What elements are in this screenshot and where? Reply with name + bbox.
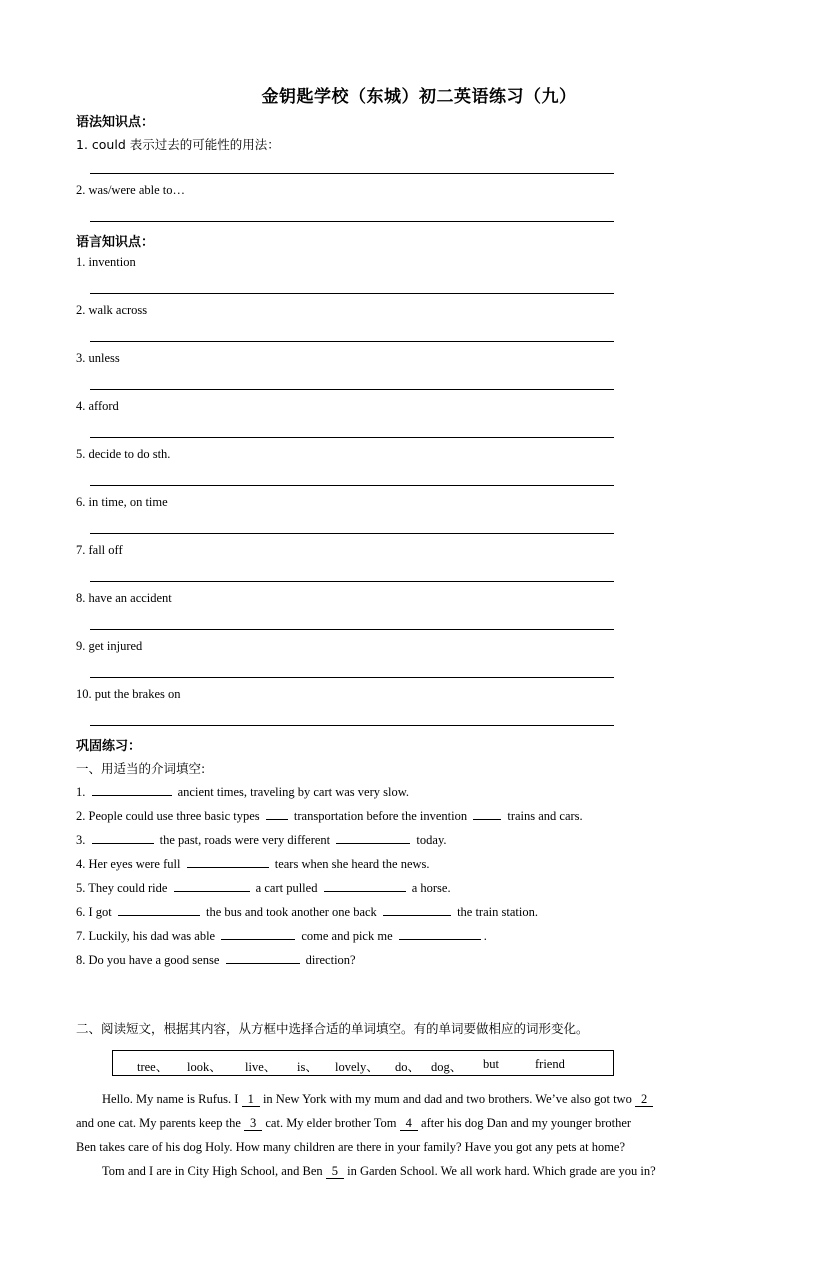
- exercise-q3: [76, 831, 447, 848]
- fill-blank[interactable]: [226, 951, 300, 964]
- q-text: 5. They could ride: [76, 881, 168, 895]
- passage-blank[interactable]: 2: [635, 1093, 653, 1107]
- grammar-heading: 语法知识点：: [76, 115, 155, 130]
- passage-line: [76, 1159, 766, 1183]
- language-item-10: 10. put the brakes on: [76, 687, 181, 701]
- answer-line: [90, 629, 614, 630]
- fill-blank[interactable]: [92, 831, 154, 844]
- language-item-4: 4. afford: [76, 399, 119, 413]
- q-text: direction?: [305, 953, 356, 967]
- word-bank-item: do、: [395, 1060, 421, 1074]
- q-text: trains and cars.: [507, 809, 583, 823]
- q-text: 3.: [76, 833, 86, 847]
- word-bank-item: dog、: [431, 1060, 463, 1074]
- passage-blank[interactable]: 3: [244, 1117, 262, 1131]
- exercise-q8: [76, 951, 356, 968]
- q-text: 2. People could use three basic types: [76, 809, 260, 823]
- grammar-item-1: 1. could 表示过去的可能性的用法：: [76, 137, 280, 152]
- language-item-6: 6. in time, on time: [76, 495, 168, 509]
- fill-blank[interactable]: [221, 927, 295, 940]
- language-item-8: 8. have an accident: [76, 591, 172, 605]
- answer-line: [90, 485, 614, 486]
- passage-text: Tom and I are in City High School, and Ben: [102, 1164, 323, 1178]
- fill-blank[interactable]: [187, 855, 269, 868]
- fill-blank[interactable]: [174, 879, 250, 892]
- word-bank-item: look、: [187, 1060, 222, 1074]
- passage-line: [76, 1111, 766, 1135]
- exercise-q1: [76, 783, 409, 800]
- word-bank-item: lovely、: [335, 1060, 379, 1074]
- section1-title: 一、用适当的介词填空:: [76, 761, 206, 776]
- answer-line: [90, 221, 614, 222]
- answer-line: [90, 341, 614, 342]
- word-bank-item: friend: [535, 1057, 565, 1071]
- exercise-q7: [76, 927, 487, 944]
- fill-blank[interactable]: [266, 807, 288, 820]
- grammar-item-2: 2. was/were able to…: [76, 183, 185, 197]
- passage-blank[interactable]: 5: [326, 1165, 344, 1179]
- word-bank-box: [112, 1050, 614, 1076]
- q-text: today.: [416, 833, 447, 847]
- answer-line: [90, 293, 614, 294]
- passage-text: in Garden School. We all work hard. Which grade are you in?: [347, 1164, 656, 1178]
- practice-heading: 巩固练习：: [76, 739, 142, 754]
- exercise-q6: [76, 903, 538, 920]
- section2-title: 二、阅读短文，根据其内容，从方框中选择合适的单词填空。有的单词要做相应的词形变化。: [76, 1021, 589, 1036]
- passage-blank[interactable]: 4: [400, 1117, 418, 1131]
- q-text: transportation before the invention: [293, 809, 468, 823]
- language-item-7: 7. fall off: [76, 543, 123, 557]
- q-text: 4. Her eyes were full: [76, 857, 181, 871]
- q-text: the train station.: [457, 905, 538, 919]
- language-item-9: 9. get injured: [76, 639, 143, 653]
- q-text: a horse.: [411, 881, 451, 895]
- answer-line: [90, 437, 614, 438]
- fill-blank[interactable]: [324, 879, 406, 892]
- language-item-2: 2. walk across: [76, 303, 148, 317]
- passage-text: Hello. My name is Rufus. I: [102, 1092, 239, 1106]
- word-bank-item: tree、: [137, 1060, 169, 1074]
- answer-line: [90, 533, 614, 534]
- passage-text: in New York with my mum and dad and two brothers. We’ve also got two: [262, 1092, 632, 1106]
- exercise-q2: [76, 807, 583, 824]
- fill-blank[interactable]: [336, 831, 410, 844]
- answer-line: [90, 677, 614, 678]
- q-text: 8. Do you have a good sense: [76, 953, 220, 967]
- passage-line: [76, 1087, 766, 1111]
- q-text: 6. I got: [76, 905, 112, 919]
- word-bank-item: is、: [297, 1060, 318, 1074]
- answer-line: [90, 173, 614, 174]
- passage-line: [76, 1135, 766, 1159]
- fill-blank[interactable]: [473, 807, 501, 820]
- language-heading: 语言知识点：: [76, 235, 155, 250]
- fill-blank[interactable]: [118, 903, 200, 916]
- fill-blank[interactable]: [92, 783, 172, 796]
- q-text: tears when she heard the news.: [274, 857, 430, 871]
- passage-text: and one cat. My parents keep the: [76, 1116, 241, 1130]
- language-item-1: 1. invention: [76, 255, 136, 269]
- q-text: 1.: [76, 785, 86, 799]
- q-text: the past, roads were very different: [159, 833, 331, 847]
- answer-line: [90, 581, 614, 582]
- q-text: a cart pulled: [255, 881, 318, 895]
- passage-text: cat. My elder brother Tom: [265, 1116, 397, 1130]
- fill-blank[interactable]: [399, 927, 481, 940]
- language-item-5: 5. decide to do sth.: [76, 447, 171, 461]
- language-item-3: 3. unless: [76, 351, 120, 365]
- q-text: ancient times, traveling by cart was very slow.: [177, 785, 410, 799]
- q-text: .: [483, 929, 487, 943]
- q-text: come and pick me: [301, 929, 393, 943]
- word-bank-item: but: [483, 1057, 499, 1071]
- fill-blank[interactable]: [383, 903, 451, 916]
- q-text: the bus and took another one back: [206, 905, 377, 919]
- q-text: 7. Luckily, his dad was able: [76, 929, 216, 943]
- passage-text: after his dog Dan and my younger brother: [421, 1116, 632, 1130]
- answer-line: [90, 725, 614, 726]
- exercise-q4: [76, 855, 430, 872]
- exercise-q5: [76, 879, 451, 896]
- passage-blank[interactable]: 1: [242, 1093, 260, 1107]
- answer-line: [90, 389, 614, 390]
- word-bank-item: live、: [245, 1060, 277, 1074]
- page-title: 金钥匙学校（东城）初二英语练习（九）: [261, 87, 577, 107]
- reading-passage: [76, 1087, 766, 1183]
- passage-text: Ben takes care of his dog Holy. How many children are there in your family? Have you got any pets at home?: [76, 1140, 626, 1154]
